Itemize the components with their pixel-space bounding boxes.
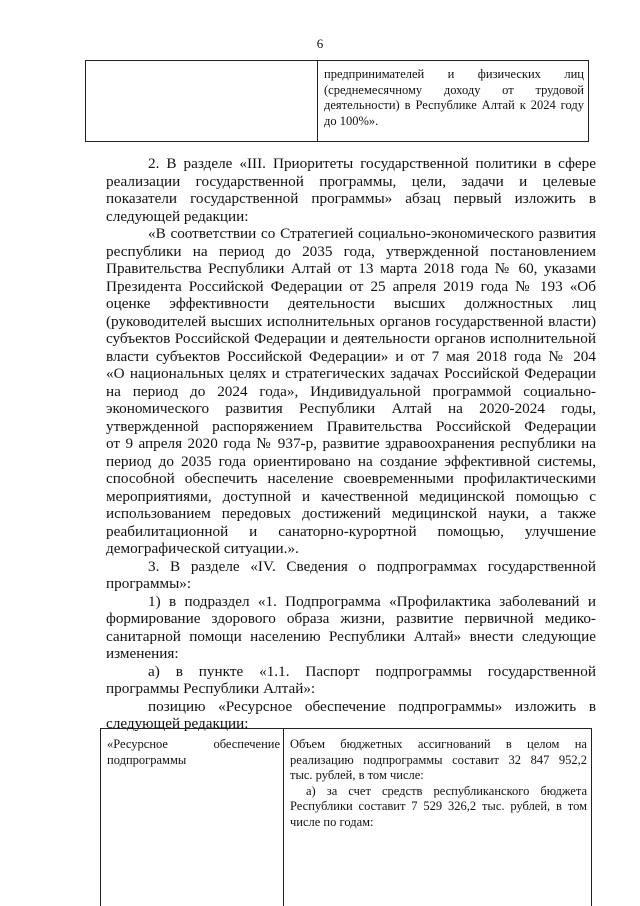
text-line: а) в пункте «1.1. Паспорт подпрограммы государственной	[148, 662, 596, 680]
table-text-line: Республики составит 7 529 326,2 тыс. рублей, в том	[290, 799, 587, 813]
text-line: формирование здорового образа жизни, развитие первичной медико-	[106, 610, 596, 627]
table-text-line: подпрограммы	[107, 752, 187, 767]
table-cell-value	[284, 729, 591, 906]
text-line: реабилитационной и санаторно-курортной помощью, улучшение	[106, 522, 596, 540]
resource-table	[100, 728, 592, 906]
text-line: позицию «Ресурсное обеспечение подпрограммы» изложить в	[148, 697, 596, 715]
text-line: 3. В разделе «IV. Сведения о подпрограммах государственной	[148, 557, 596, 575]
page-number: 6	[316, 36, 324, 51]
text-line: программы»:	[106, 575, 192, 592]
table-text-line: до 100%».	[324, 113, 379, 128]
table-text-line: деятельности) в Республике Алтай к 2024 году	[324, 98, 584, 112]
text-line: (руководителей высших исполнительных органов государственной власти)	[106, 312, 596, 330]
table-text-line: тыс. рублей, в том числе:	[290, 768, 424, 782]
document-body	[106, 155, 596, 733]
text-line: «О национальных целях и стратегических задачах Российской Федерации	[106, 365, 596, 382]
table-text-line: Объем бюджетных ассигнований в целом на	[290, 737, 587, 751]
text-line: Президента Российской Федерации от 25 апреля 2019 года № 193 «Об	[106, 277, 596, 295]
text-line: следующей редакции:	[106, 715, 249, 732]
continuation-table	[85, 60, 589, 142]
text-line: на период до 2024 года», Индивидуальной программой социально-	[106, 382, 596, 400]
text-line: «В соответствии со Стратегией социально-экономического развития	[148, 225, 596, 242]
table-cell-empty	[86, 61, 318, 141]
table-cell-label	[101, 729, 284, 906]
table-text-line: а) за счет средств республиканского бюджета	[306, 783, 587, 798]
text-line: показатели государственной программы» абзац первый изложить в	[106, 190, 596, 207]
text-line: способной обеспечить население своевременными профилактическими	[106, 470, 596, 487]
text-line: власти субъектов Российской Федерации» и от 7 мая 2018 года № 204	[106, 347, 596, 365]
text-line: экономического развития Республики Алтай на 2020-2024 годы,	[106, 400, 596, 417]
paragraph-3	[106, 558, 596, 593]
table-text-line: (среднемесячному доходу от трудовой	[324, 82, 584, 97]
paragraph-3-1-a	[106, 663, 596, 698]
text-line: использованием передовых достижений медицинской науки, а также	[106, 505, 596, 522]
paragraph-3-1	[106, 593, 596, 663]
text-line: период до 2035 года ориентировано на создание эффективной системы,	[106, 452, 596, 470]
text-line: программы Республики Алтай»:	[106, 680, 316, 697]
text-line: Правительства Республики Алтай от 13 марта 2018 года № 60, указами	[106, 260, 596, 277]
text-line: утвержденной распоряжением Правительства Российской Федерации	[106, 417, 596, 435]
text-line: демографической ситуации.».	[106, 540, 299, 557]
paragraph-2	[106, 155, 596, 225]
text-line: от 9 апреля 2020 года № 937-р, развитие здравоохранения республики на	[106, 435, 596, 452]
table-cell-text	[318, 61, 588, 141]
text-line: оценке эффективности деятельности высших должностных лиц	[106, 295, 596, 312]
table-text-line: числе по годам:	[290, 814, 374, 829]
text-line: санитарной помощи населению Республики Алтай» внести следующие	[106, 627, 596, 645]
text-line: субъектов Российской Федерации и деятельности органов исполнительной	[106, 330, 596, 347]
text-line: мероприятиями, доступной и качественной медицинской помощью с	[106, 487, 596, 505]
text-line: реализации государственной программы, цели, задачи и целевые	[106, 172, 596, 190]
text-line: республики на период до 2035 года, утвержденной постановлением	[106, 242, 596, 260]
text-line: изменения:	[106, 645, 179, 662]
table-text-line: реализацию подпрограммы составит 32 847 952,2	[290, 752, 587, 767]
text-line: 1) в подраздел «1. Подпрограмма «Профилактика заболеваний и	[148, 592, 596, 610]
table-text-line: предпринимателей и физических лиц	[324, 67, 584, 81]
text-line: 2. В разделе «III. Приоритеты государственной политики в сфере	[148, 155, 596, 172]
paragraph-quote	[106, 225, 596, 558]
table-text-line: «Ресурсное обеспечение	[107, 737, 280, 751]
text-line: следующей редакции:	[106, 207, 249, 225]
